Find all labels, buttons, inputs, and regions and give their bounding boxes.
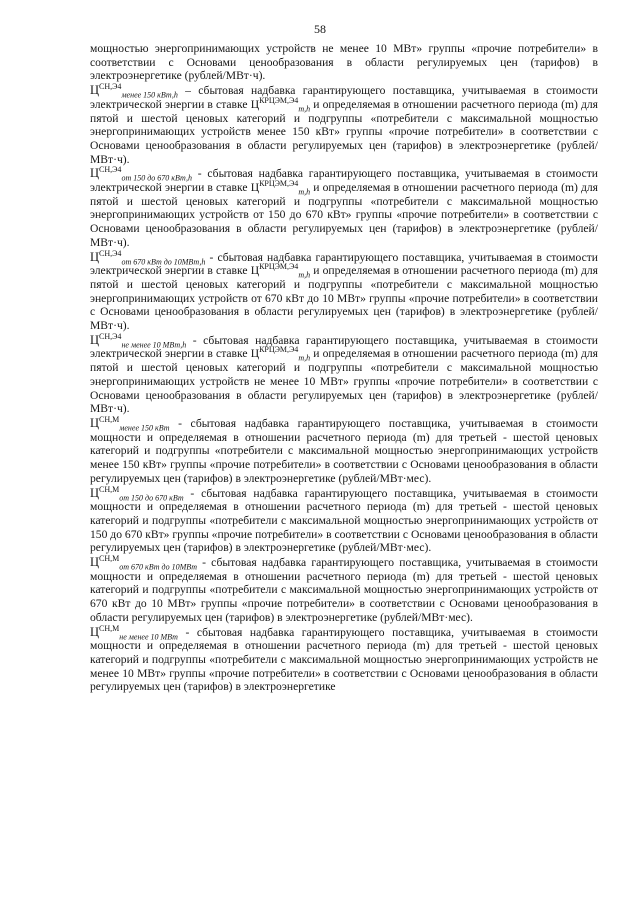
formula-symbol: $Ц^{СН,Э4}_{от 150 до 670 кВт,h}$: [90, 165, 192, 183]
definition-text: - сбытовая надбавка гарантирующего поставщика, учитываемая в стоимости электрической энергии в ставке: [90, 333, 598, 361]
definition-text: - сбытовая надбавка гарантирующего поставщика, учитываемая в стоимости мощности и определяемая в отношении расчетного периода (m) для третьей - шестой ценовых категорий и подгруппы «потребители с максимальной мощностью энергопринимающих устройств от 150 до 670 кВт» группы «прочие потребители» в соответствии с Основами ценообразования в области регулируемых цен (тарифов) в электроэнергетике (рублей/МВт·мес).: [90, 486, 598, 555]
rate-symbol: $Ц^{КРЦЭМ,Э4}_{m,h}$: [250, 95, 311, 114]
formula-symbol: $Ц^{СН,Э4}_{от 670 кВт до 10МВт,h}$: [90, 248, 206, 266]
intro-paragraph: мощностью энергопринимающих устройств не менее 10 МВт» группы «прочие потребители» в соответствии с Основами ценообразования в области регулируемых цен (тарифов) в электроэнергетике (рублей/МВт·ч).: [90, 42, 598, 83]
definition-text-cont: и определяемая в отношении расчетного периода (m) для пятой и шестой ценовых категорий и подгруппы «потребители с максимальной мощностью энергопринимающих устройств от 150 до 670 кВт» группы «прочие потребители» в соответствии с Основами ценообразования в области регулируемых цен (тарифов) в электроэнергетике (рублей/МВт·ч).: [90, 181, 598, 249]
definition-text-cont: и определяемая в отношении расчетного периода (m) для пятой и шестой ценовых категорий и подгруппы «потребители с максимальной мощностью энергопринимающих устройств от 670 кВт до 10 МВт» группы «прочие потребители» в соответствии с Основами ценообразования в области регулируемых цен (тарифов) в электроэнергетике (рублей/МВт·ч).: [90, 264, 598, 333]
definition-text-cont: и определяемая в отношении расчетного периода (m) для пятой и шестой ценовых категорий и подгруппы «потребители с максимальной мощностью энергопринимающих устройств менее 150 кВт» группы «прочие потребители» в соответствии с Основами ценообразования в области регулируемых цен (тарифов) в электроэнергетике (рублей/МВт·ч).: [90, 97, 598, 166]
page-number: 58: [314, 22, 326, 36]
definition-item: [90, 84, 598, 166]
definition-item: [90, 248, 598, 333]
formula-symbol: $Ц^{СН,Э4}_{не менее 10 МВт,h}$: [90, 331, 187, 350]
document-body: [90, 42, 598, 694]
definition-text: - сбытовая надбавка гарантирующего поставщика, учитываемая в стоимости электрической энергии в ставке: [90, 250, 598, 278]
formula-symbol: $Ц^{СН,М}_{менее 150 кВт}$: [90, 415, 170, 433]
definition-item: [90, 556, 598, 625]
rate-symbol: $Ц^{КРЦЭМ,Э4}_{m,h}$: [250, 345, 311, 363]
definition-text: - сбытовая надбавка гарантирующего поставщика, учитываемая в стоимости мощности и определяемая в отношении расчетного периода (m) для третьей - шестой ценовых категорий и подгруппы «потребители с максимальной мощностью энергопринимающих устройств не менее 10 МВт» группы «прочие потребители» в соответствии с Основами ценообразования в области регулируемых цен (тарифов) в электроэнергетике: [90, 625, 598, 694]
definition-text-cont: и определяемая в отношении расчетного периода (m) для пятой и шестой ценовых категорий и подгруппы «потребители с максимальной мощностью энергопринимающих устройств не менее 10 МВт» группы «прочие потребители» в соответствии с Основами ценообразования в области регулируемых цен (тарифов) в электроэнергетике (рублей/МВт·ч).: [90, 347, 598, 416]
rate-symbol: $Ц^{КРЦЭМ,Э4}_{m,h}$: [250, 179, 311, 197]
definition-text: – сбытовая надбавка гарантирующего поставщика, учитываемая в стоимости электрической энергии в ставке: [90, 84, 598, 111]
formula-symbol: $Ц^{СН,Э4}_{менее 150 кВт,h}$: [90, 82, 178, 100]
formula-symbol: $Ц^{СН,М}_{от 670 кВт до 10МВт}$: [90, 554, 198, 572]
definition-item: [90, 417, 598, 486]
formula-symbol: $Ц^{СН,М}_{не менее 10 МВт}$: [90, 623, 178, 641]
rate-symbol: $Ц^{КРЦЭМ,Э4}_{m,h}$: [250, 262, 311, 280]
definition-text: - сбытовая надбавка гарантирующего поставщика, учитываемая в стоимости мощности и определяемая в отношении расчетного периода (m) для третьей - шестой ценовых категорий и подгруппы «потребители с максимальной мощностью энергопринимающих устройств менее 150 кВт» группы «прочие потребители» в соответствии с Основами ценообразования в области регулируемых цен (тарифов) в электроэнергетике (рублей/МВт·мес).: [90, 416, 598, 485]
definition-text: - сбытовая надбавка гарантирующего поставщика, учитываемая в стоимости электрической энергии в ставке: [90, 167, 598, 195]
definition-item: [90, 167, 598, 249]
definition-item: [90, 331, 598, 416]
definition-text: - сбытовая надбавка гарантирующего поставщика, учитываемая в стоимости мощности и определяемая в отношении расчетного периода (m) для третьей - шестой ценовых категорий и подгруппы «потребители с максимальной мощностью энергопринимающих устройств от 670 кВт до 10 МВт» группы «прочие потребители» в соответствии с Основами ценообразования в области регулируемых цен (тарифов) в электроэнергетике (рублей/МВт·мес).: [90, 556, 598, 624]
formula-symbol: $Ц^{СН,М}_{от 150 до 670 кВт}$: [90, 484, 184, 502]
definition-item: [90, 484, 598, 556]
definition-item: [90, 623, 598, 695]
